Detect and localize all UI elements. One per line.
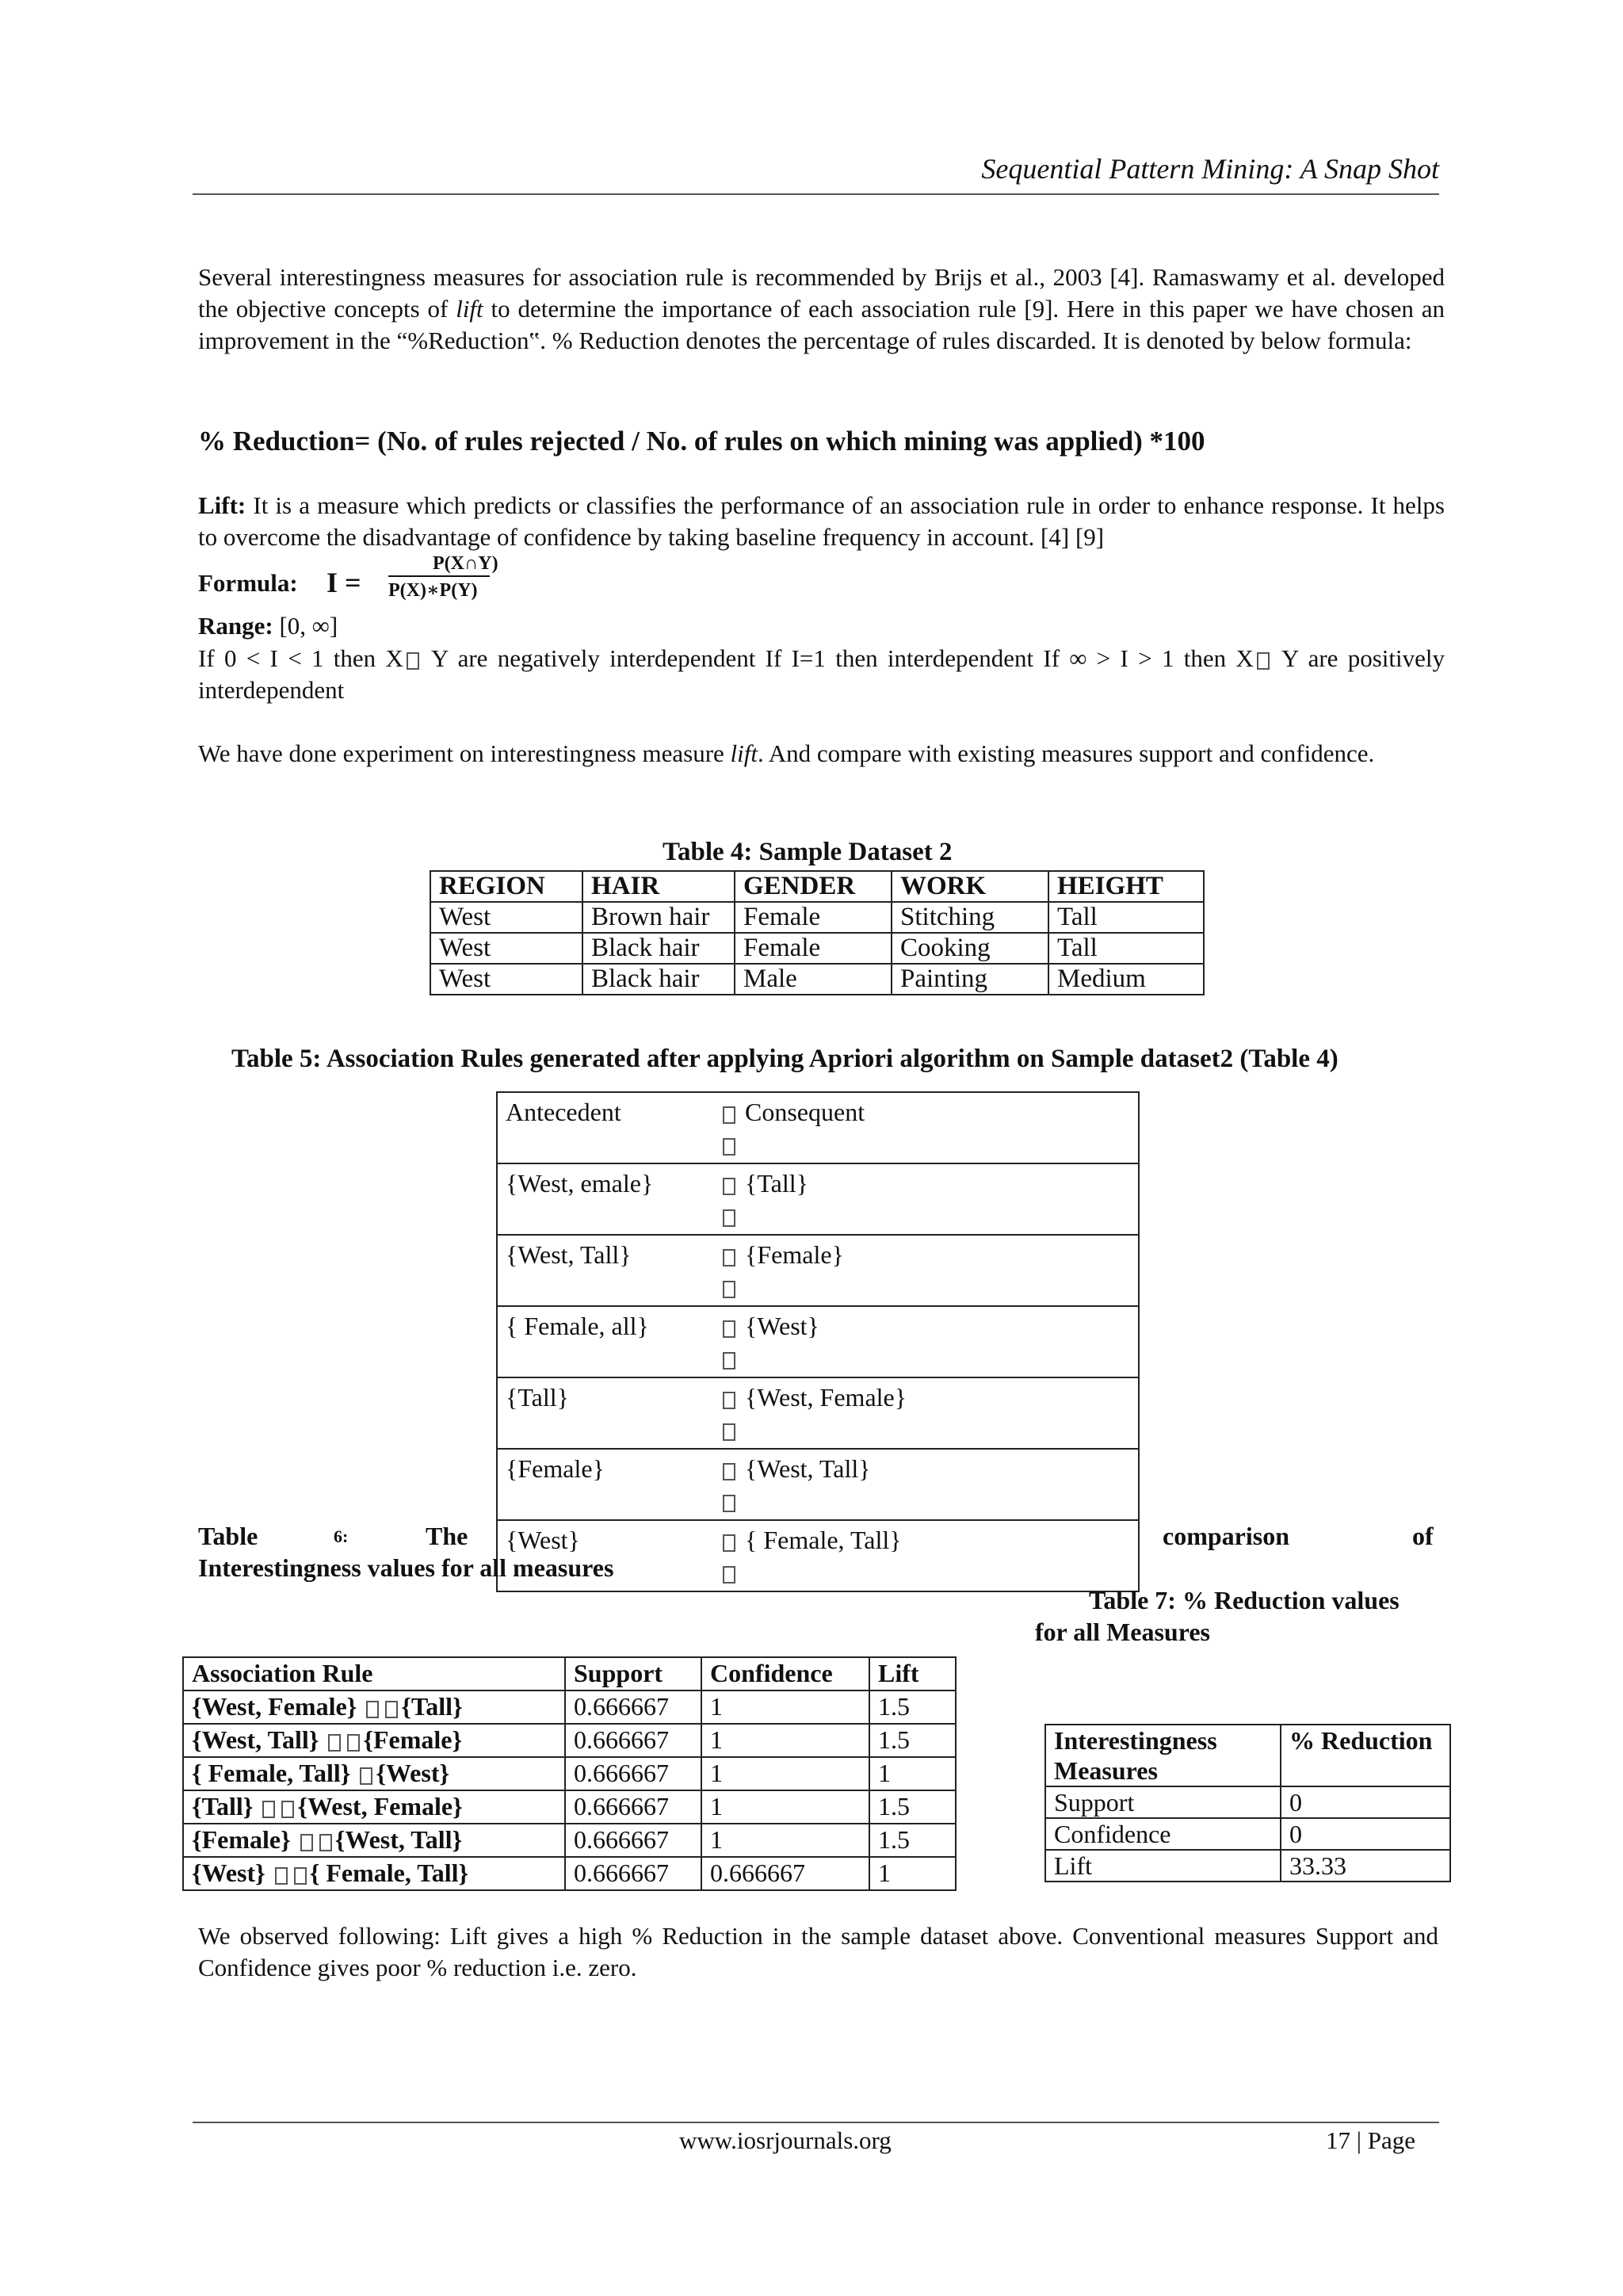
table-row (497, 1306, 1139, 1377)
experiment-text-a: We have done experiment on interestingness measure (198, 739, 731, 767)
table4-cell: Black hair (582, 964, 735, 995)
rule-consequent: {West, Tall} (334, 1825, 463, 1854)
rule-consequent: { Female, Tall} (309, 1859, 469, 1887)
table6-support-cell: 0.666667 (565, 1857, 701, 1890)
table-row (183, 1824, 956, 1857)
table7-value-cell: 0 (1281, 1818, 1450, 1850)
arrow-glyph-icon (360, 1767, 372, 1785)
lift-definition (198, 490, 1445, 553)
experiment-paragraph (198, 738, 1445, 770)
table7-caption-line2: for all Measures (1035, 1618, 1210, 1646)
arrow-glyph-icon (723, 1392, 735, 1409)
arrow-glyph-icon (347, 1734, 360, 1752)
table5-antecedent-cell (497, 1377, 712, 1449)
table6-header-cell: Support (565, 1657, 701, 1690)
table5-antecedent-cell (497, 1235, 712, 1306)
table4-cell: West (430, 902, 582, 933)
table6-lift-cell: 1.5 (869, 1690, 956, 1724)
table5-consequent-cell (712, 1092, 1139, 1163)
arrow-glyph-icon (723, 1249, 735, 1266)
table-row (430, 964, 1204, 995)
table5-caption: Table 5: Association Rules generated after applying Apriori algorithm on Sample dataset2 (Table 4) (231, 1045, 1338, 1073)
table6-caption-word: Table (198, 1522, 258, 1550)
table5-consequent: { Female, Tall} (745, 1526, 902, 1554)
table6-lift-cell: 1.5 (869, 1824, 956, 1857)
table7-measure-cell: Lift (1045, 1850, 1281, 1881)
table6-rule-cell (183, 1757, 565, 1790)
arrow-glyph-icon (319, 1834, 332, 1851)
table6-caption-word: comparison (1163, 1522, 1289, 1550)
table-row (497, 1163, 1139, 1235)
rule-antecedent: {West, Female} (192, 1692, 357, 1721)
table6-support-cell: 0.666667 (565, 1690, 701, 1724)
table-row (1045, 1818, 1450, 1850)
arrow-glyph-icon (723, 1320, 735, 1338)
table6-confidence-cell: 0.666667 (701, 1857, 869, 1890)
table5-consequent: {Female} (745, 1240, 844, 1269)
interdep-b: Y are negatively interdependent If I=1 then interdependent If ∞ > I > 1 then X (422, 644, 1254, 672)
table6-confidence-cell: 1 (701, 1824, 869, 1857)
footer-url[interactable]: www.iosrjournals.org (679, 2126, 892, 2154)
running-title: Sequential Pattern Mining: A Snap Shot (981, 153, 1439, 185)
table4-header-cell: HEIGHT (1048, 871, 1204, 902)
table7-caption-line1: Table 7: % Reduction values (1089, 1586, 1400, 1614)
lift-label: Lift: (198, 491, 246, 519)
formula-lhs: I = (327, 567, 361, 598)
table-row (183, 1724, 956, 1757)
table7-measure-cell: Confidence (1045, 1818, 1281, 1850)
observation-paragraph: We observed following: Lift gives a high % Reduction in the sample dataset above. Conventional measures Support and Confidence gives poor % reduction i.e. zero. (198, 1922, 1438, 1981)
table4-cell: Black hair (582, 933, 735, 964)
table-row (183, 1690, 956, 1724)
table-row (430, 933, 1204, 964)
arrow-glyph-icon (366, 1701, 379, 1718)
interdep-c: Y are positively interdependent (198, 644, 1445, 704)
table7-measure-cell: Support (1045, 1786, 1281, 1818)
table4-header-row (430, 871, 1204, 902)
arrow-glyph-icon (723, 1534, 735, 1552)
rule-consequent: {West, Female} (297, 1792, 463, 1820)
rule-consequent: {West} (376, 1759, 450, 1787)
formula-label: Formula: (198, 569, 298, 597)
arrow-glyph-icon (385, 1701, 398, 1718)
interdep-a: If 0 < I < 1 then X (198, 644, 403, 672)
formula-fraction (380, 552, 680, 604)
table5-consequent: Consequent (745, 1098, 865, 1126)
table-row (430, 902, 1204, 933)
rule-consequent: {Tall} (401, 1692, 463, 1721)
table-row (1045, 1786, 1450, 1818)
rule-antecedent: { Female, Tall} (192, 1759, 351, 1787)
table5-consequent-cell (712, 1235, 1139, 1306)
table4-header-cell: REGION (430, 871, 582, 902)
table4-cell: Stitching (892, 902, 1048, 933)
table6-rule-cell (183, 1857, 565, 1890)
arrow-glyph-icon (723, 1178, 735, 1195)
table6-caption-line2: Interestingness values for all measures (198, 1553, 614, 1582)
table4-cell: Cooking (892, 933, 1048, 964)
table4-cell: Medium (1048, 964, 1204, 995)
table4-cell: West (430, 964, 582, 995)
table5-consequent: {West} (745, 1312, 819, 1340)
table7-value-cell: 0 (1281, 1786, 1450, 1818)
table-row (183, 1757, 956, 1790)
table6-confidence-cell: 1 (701, 1724, 869, 1757)
table6-lift-cell: 1.5 (869, 1790, 956, 1824)
table5-antecedent: { Female, all} (506, 1312, 649, 1340)
table4-cell: Female (735, 902, 892, 933)
table5 (496, 1091, 1140, 1592)
formula-denominator: P(X)∗P(Y) (388, 580, 478, 601)
table-row (183, 1857, 956, 1890)
rule-antecedent: {Female} (192, 1825, 291, 1854)
table6 (182, 1656, 957, 1891)
table6-confidence-cell: 1 (701, 1757, 869, 1790)
table5-antecedent: {Female} (506, 1454, 605, 1483)
intro-text-b: to determine the importance of each association rule [9]. Here in this paper we have chosen an improvement in the “%Reduction‟. % Reduction denotes the percentage of rules discarded. It is denoted by below formula: (198, 295, 1445, 354)
header-rule (193, 193, 1439, 195)
table7-value-cell: 33.33 (1281, 1850, 1450, 1881)
arrow-glyph-icon (723, 1209, 735, 1227)
table7 (1044, 1724, 1451, 1882)
table5-consequent-cell (712, 1520, 1139, 1591)
formula-numerator: P(X∩Y) (433, 553, 498, 574)
table4-header-cell: HAIR (582, 871, 735, 902)
table4-cell: Tall (1048, 933, 1204, 964)
rule-consequent: {Female} (363, 1725, 463, 1754)
table6-support-cell: 0.666667 (565, 1824, 701, 1857)
table6-caption-word: of (1412, 1522, 1434, 1550)
arrow-glyph-icon (262, 1801, 275, 1818)
table4-header-cell: WORK (892, 871, 1048, 902)
table4-cell: Tall (1048, 902, 1204, 933)
table4-cell: Female (735, 933, 892, 964)
table4-header-cell: GENDER (735, 871, 892, 902)
intro-text-a: Several interestingness measures for association rule is recommended by Brijs et al., 2003 [4]. Ramaswamy et al. developed the objective concepts of (198, 263, 1445, 323)
table-row (497, 1377, 1139, 1449)
table6-support-cell: 0.666667 (565, 1757, 701, 1790)
range-label: Range: (198, 612, 273, 640)
arrow-glyph-icon (1257, 652, 1270, 670)
table6-header-cell: Confidence (701, 1657, 869, 1690)
rule-antecedent: {West} (192, 1859, 265, 1887)
table6-caption-word: 6: (334, 1526, 349, 1546)
table7-header-cell: % Reduction (1281, 1725, 1450, 1786)
table5-antecedent: {West} (506, 1526, 580, 1554)
table5-consequent-cell (712, 1306, 1139, 1377)
arrow-glyph-icon (294, 1867, 307, 1885)
table5-consequent-cell (712, 1377, 1139, 1449)
table6-caption-word: The (426, 1522, 468, 1550)
table4 (430, 870, 1205, 995)
rule-antecedent: {Tall} (192, 1792, 254, 1820)
intro-lift-term: lift (456, 295, 483, 323)
table6-header-cell: Lift (869, 1657, 956, 1690)
table6-rule-cell (183, 1790, 565, 1824)
table5-antecedent-cell (497, 1449, 712, 1520)
table-row (183, 1790, 956, 1824)
table-row (497, 1449, 1139, 1520)
table4-cell: Male (735, 964, 892, 995)
table6-header-row (183, 1657, 956, 1690)
table6-lift-cell: 1 (869, 1857, 956, 1890)
arrow-glyph-icon (281, 1801, 294, 1818)
lift-text: It is a measure which predicts or classifies the performance of an association rule in order to enhance response. It helps to overcome the disadvantage of confidence by taking baseline frequency in account. [4] [9] (198, 491, 1445, 551)
range-value: [0, ∞] (273, 612, 338, 640)
table4-cell: Brown hair (582, 902, 735, 933)
arrow-glyph-icon (723, 1106, 735, 1124)
footer-rule (193, 2122, 1439, 2123)
table5-consequent: {West, Tall} (745, 1454, 871, 1483)
table4-cell: West (430, 933, 582, 964)
table6-header-cell: Association Rule (183, 1657, 565, 1690)
arrow-glyph-icon (723, 1138, 735, 1156)
table5-consequent: {West, Female} (745, 1383, 907, 1412)
table5-consequent: {Tall} (745, 1169, 809, 1198)
table6-rule-cell (183, 1824, 565, 1857)
table5-antecedent: {West, emale} (506, 1169, 654, 1198)
table5-antecedent-cell (497, 1306, 712, 1377)
arrow-glyph-icon (407, 652, 419, 670)
arrow-glyph-icon (723, 1463, 735, 1480)
rule-antecedent: {West, Tall} (192, 1725, 319, 1754)
table6-confidence-cell: 1 (701, 1790, 869, 1824)
arrow-glyph-icon (723, 1566, 735, 1584)
experiment-text-b: . And compare with existing measures support and confidence. (757, 739, 1375, 767)
table5-antecedent: {Tall} (506, 1383, 570, 1412)
range-line (198, 612, 338, 640)
table6-support-cell: 0.666667 (565, 1724, 701, 1757)
table6-rule-cell (183, 1690, 565, 1724)
arrow-glyph-icon (723, 1281, 735, 1298)
table5-consequent-cell (712, 1449, 1139, 1520)
table-row (1045, 1850, 1450, 1881)
arrow-glyph-icon (723, 1423, 735, 1441)
table5-antecedent-cell (497, 1092, 712, 1163)
table5-antecedent-cell (497, 1163, 712, 1235)
table5-consequent-cell (712, 1163, 1139, 1235)
reduction-formula: % Reduction= (No. of rules rejected / No. of rules on which mining was applied) *100 (198, 426, 1205, 457)
interdependence-text (198, 643, 1445, 706)
intro-paragraph (198, 262, 1445, 357)
arrow-glyph-icon (300, 1834, 313, 1851)
table-row (497, 1092, 1139, 1163)
table4-cell: Painting (892, 964, 1048, 995)
table7-header-cell: Interestingness Measures (1045, 1725, 1281, 1786)
table6-support-cell: 0.666667 (565, 1790, 701, 1824)
table5-antecedent: Antecedent (506, 1098, 621, 1126)
arrow-glyph-icon (723, 1495, 735, 1512)
arrow-glyph-icon (275, 1867, 288, 1885)
table6-confidence-cell: 1 (701, 1690, 869, 1724)
table4-caption: Table 4: Sample Dataset 2 (663, 838, 953, 866)
experiment-lift-term: lift (730, 739, 758, 767)
table6-rule-cell (183, 1724, 565, 1757)
table7-header-row (1045, 1725, 1450, 1786)
table5-antecedent: {West, Tall} (506, 1240, 632, 1269)
table6-lift-cell: 1 (869, 1757, 956, 1790)
page-number: 17 | Page (1326, 2126, 1415, 2154)
table-row (497, 1235, 1139, 1306)
arrow-glyph-icon (723, 1352, 735, 1370)
table6-lift-cell: 1.5 (869, 1724, 956, 1757)
arrow-glyph-icon (328, 1734, 341, 1752)
